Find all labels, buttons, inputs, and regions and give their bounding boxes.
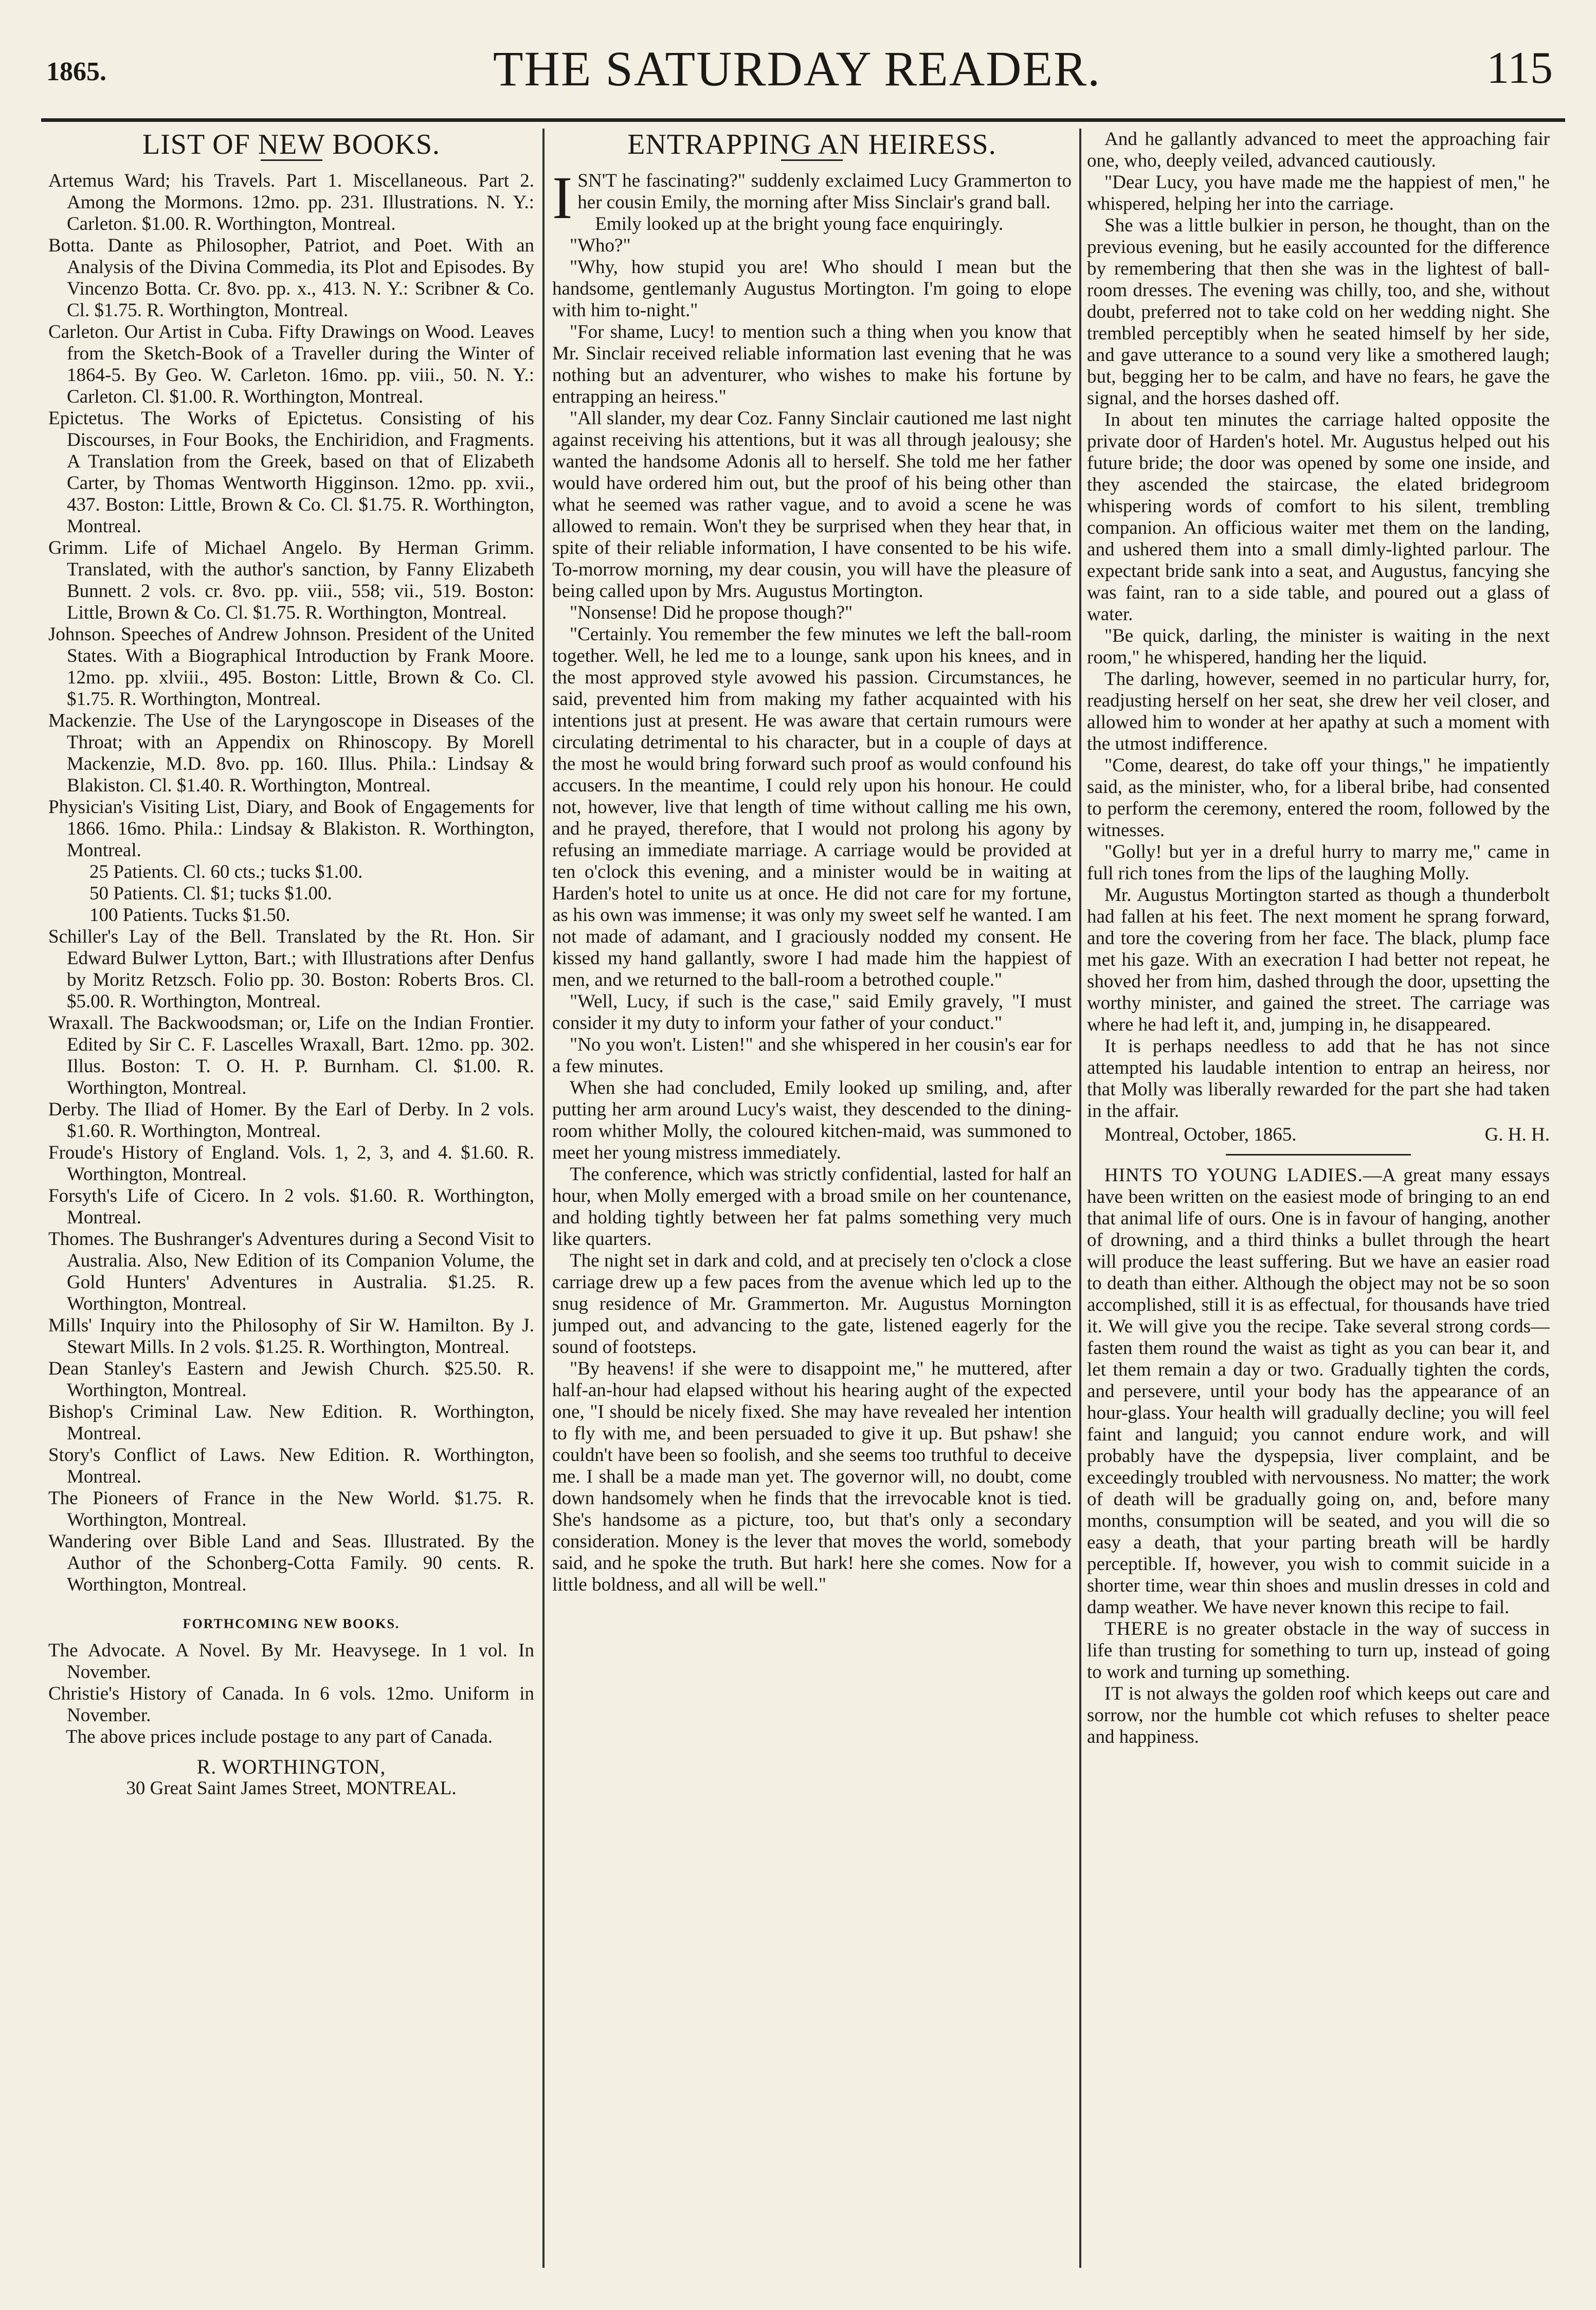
book-entry: Derby. The Iliad of Homer. By the Earl of Derby. In 2 vols. $1.60. R. Worthington, Montreal. — [48, 1099, 534, 1142]
story-paragraph: It is perhaps needless to add that he has not since attempted his laudable intention to entrap an heiress, nor that Molly was liberally rewarded for the part she had taken in the affair. — [1087, 1036, 1550, 1122]
story-paragraph: She was a little bulkier in person, he thought, than on the previous evening, but he easily accounted for the difference by remembering that then she was in the lightest of ball-room dresses. The evening was chilly, too, and she, without doubt, preferred not to take cold on her wedding night. She trembled perceptibly when he seated himself by her side, and gave utterance to a sound very like a smothered laugh; but, begging her to be calm, and have no fears, he gave the signal, and the horses dashed off. — [1087, 215, 1550, 409]
story-paragraph: In about ten minutes the carriage halted opposite the private door of Harden's hotel. Mr. Augustus helped out his future bride; the door was opened by some one inside, and they ascended the staircase, the elated bridegroom whispering words of comfort to his silent, trembling companion. An officious waiter met them on the landing, and ushered them into a small dimly-lighted parlour. The expectant bride sank into a seat, and Augustus, fancying she was faint, ran to a side table, and poured out a glass of water. — [1087, 409, 1550, 625]
it-paragraph — [1087, 1683, 1550, 1748]
book-entry: Botta. Dante as Philosopher, Patriot, and Poet. With an Analysis of the Divina Commedia, its Plot and Episodes. By Vincenzo Botta. Cr. 8vo. pp. x., 413. N. Y.: Scribner & Co. Cl. $1.75. R. Worthington, Montreal. — [48, 235, 534, 321]
drop-cap: I — [552, 164, 573, 231]
story-paragraph: "Dear Lucy, you have made me the happiest of men," he whispered, helping her into the carriage. — [1087, 172, 1550, 214]
book-entry: Wraxall. The Backwoodsman; or, Life on the Indian Frontier. Edited by Sir C. F. Lascelles Wraxall, Bart. 12mo. pp. 302. Illus. Boston: T. O. H. P. Burnham. Cl. $1.00. R. Worthington, Montreal. — [48, 1013, 534, 1098]
book-entry: Wandering over Bible Land and Seas. Illustrated. By the Author of the Schonberg-Cotta Family. 90 cents. R. Worthington, Montreal. — [48, 1531, 534, 1595]
book-entry: Physician's Visiting List, Diary, and Book of Engagements for 1866. 16mo. Phila.: Lindsay & Blakiston. R. Worthington, Montreal. — [48, 797, 534, 861]
book-entry: Bishop's Criminal Law. New Edition. R. Worthington, Montreal. — [48, 1401, 534, 1444]
it-lead: IT — [1104, 1683, 1123, 1704]
signoff-initials: G. H. H. — [1484, 1124, 1550, 1145]
book-entry: Johnson. Speeches of Andrew Johnson. President of the United States. With a Biographical Introduction by Frank Moore. 12mo. pp. xlviii., 495. Boston: Little, Brown & Co. Cl. $1.75. R. Worthington, Montreal. — [48, 624, 534, 710]
story-paragraph: "Who?" — [570, 235, 631, 256]
story-paragraph: The night set in dark and cold, and at precisely ten o'clock a close carriage drew up a few paces from the avenue which led up to the snug residence of Mr. Grammerton. Mr. Augustus Mornington jumped out, and advancing to the gate, listened eagerly for the sound of footsteps. — [552, 1250, 1072, 1358]
story-paragraph: The conference, which was strictly confidential, lasted for half an hour, when Molly emerged with a broad smile on her countenance, and holding tightly between her fat palms something very much like quarters. — [552, 1164, 1072, 1250]
column-divider — [1079, 129, 1081, 2268]
opening-text: SN'T he fascinating?" suddenly exclaimed Lucy Grammerton to her cousin Emily, the morning after Miss Sinclair's grand ball. — [577, 170, 1072, 213]
hints-text: —A great many essays have been written on the easiest mode of bringing to an end that animal life of ours. One is in favour of hanging, another of drowning, and a third thinks a bullet through the heart will produce the least suffering. But we have an easier road to death than either. Although the object may not be so soon accomplished, still it is as effectual, for thousands have tried it. We will give you the recipe. Take several strong cords—fasten them round the waist as tight as you can bear it, and let them remain a day or two. Gradually tighten the cords, and persevere, until your body has the appearance of an hour-glass. Your health will gradually decline; you will feel faint and languid; you cannot endure work, and will probably have the dyspepsia, liver complaint, and be exceedingly troubled with nervousness. No matter; the work of death will be gradually going on, and, before many months, consumption will be seated, and you will die so easy a death, that your parting breath will be hardly perceptible. If, however, you wish to commit suicide in a shorter time, wear thin shoes and muslin dresses in cold and damp weather. We have never known this recipe to fail. — [1087, 1165, 1550, 1618]
book-entry: Grimm. Life of Michael Angelo. By Herman Grimm. Translated, with the author's sanction, by Fanny Elizabeth Bunnett. 2 vols. cr. 8vo. pp. viii., 558; vii., 519. Boston: Little, Brown & Co. Cl. $1.75. R. Worthington, Montreal. — [48, 537, 534, 623]
book-entry: Schiller's Lay of the Bell. Translated by the Rt. Hon. Sir Edward Bulwer Lytton, Bart.; with Illustrations after Denfus by Moritz Retzsch. Folio pp. 30. Boston: Roberts Bros. Cl. $5.00. R. Worthington, Montreal. — [48, 926, 534, 1012]
header-year: 1865. — [46, 57, 106, 86]
column-story — [552, 129, 1072, 2268]
story-paragraph: "Certainly. You remember the few minutes we left the ball-room together. Well, he led me to a lounge, sank upon his knees, and in the most approved style avowed his passion. Circumstances, he said, prevented him from making my father acquainted with his intentions just at present. He was aware that certain rumours were circulating detrimental to his character, but in a couple of days at the most he would bring forward such proof as would confound his accusers. In the meantime, I could rely upon his honour. He could not, however, live that length of time without calling me his own, and he prayed, therefore, that I would not prolong his agony by refusing an immediate marriage. A carriage would be provided at ten o'clock this evening, and a minister would be in waiting at Harden's hotel to unite us at once. He did not care for my fortune, as his own was immense; it was only my sweet self he wanted. I am not made of adamant, and I graciously nodded my consent. He kissed my hand gallantly, swore I had made him the happiest of men, and we returned to the ball-room a betrothed couple." — [552, 624, 1072, 990]
signoff-place: Montreal, October, 1865. — [1104, 1124, 1297, 1145]
story-signoff — [1087, 1124, 1550, 1146]
price-line: 50 Patients. Cl. $1; tucks $1.00. — [89, 883, 332, 904]
price-line: 100 Patients. Tucks $1.50. — [89, 905, 291, 926]
story-paragraph: "All slander, my dear Coz. Fanny Sinclair cautioned me last night against receiving his attentions, but it was all through jealousy; she wanted the handsome Adonis all to herself. She told me her father would have ordered him out, but the proof of his being other than what he seemed was rather vague, and to avoid a scene he was allowed to remain. Won't they be surprised when they hear that, in spite of their reliable information, I have consented to be his wife. To-morrow morning, my dear cousin, you will have the pleasure of being called upon by Mrs. Augustus Mortington. — [552, 408, 1072, 602]
book-entry: Artemus Ward; his Travels. Part 1. Miscellaneous. Part 2. Among the Mormons. 12mo. pp. 231. Illustrations. N. Y.: Carleton. $1.00. R. Worthington, Montreal. — [48, 170, 534, 234]
story-paragraph: "Why, how stupid you are! Who should I mean but the handsome, gentlemanly Augustus Mortington. I'm going to elope with him to-night." — [552, 257, 1072, 321]
forthcoming-entry: The Advocate. A Novel. By Mr. Heavysege. In 1 vol. In November. — [48, 1640, 534, 1683]
story-title: ENTRAPPING AN HEIRESS. — [627, 129, 996, 160]
story-paragraph: And he gallantly advanced to meet the approaching fair one, who, deeply veiled, advanced cautiously. — [1087, 129, 1550, 171]
masthead-title: THE SATURDAY READER. — [493, 41, 1101, 96]
book-entry: Carleton. Our Artist in Cuba. Fifty Drawings on Wood. Leaves from the Sketch-Book of a Traveller during the Winter of 1864-5. By Geo. W. Carleton. 16mo. pp. viii., 50. N. Y.: Carleton. Cl. $1.00. R. Worthington, Montreal. — [48, 321, 534, 407]
book-entry: The Pioneers of France in the New World. $1.75. R. Worthington, Montreal. — [48, 1488, 534, 1530]
book-entry: Mills' Inquiry into the Philosophy of Sir W. Hamilton. By J. Stewart Mills. In 2 vols. $1.25. R. Worthington, Montreal. — [48, 1315, 534, 1358]
page-header — [41, 0, 1553, 103]
book-entry: Mackenzie. The Use of the Laryngoscope in Diseases of the Throat; with an Appendix on Rhinoscopy. By Morell Mackenzie, M.D. 8vo. pp. 160. Illus. Phila.: Lindsay & Blakiston. Cl. $1.40. R. Worthington, Montreal. — [48, 710, 534, 796]
book-entry: Story's Conflict of Laws. New Edition. R. Worthington, Montreal. — [48, 1445, 534, 1487]
story-paragraph: The darling, however, seemed in no particular hurry, for, readjusting herself on her seat, she drew her veil closer, and allowed him to wonder at her apathy at such a moment with the utmost indifference. — [1087, 669, 1550, 754]
it-text: is not always the golden roof which keeps out care and sorrow, nor the humble cot which refuses to shelter peace and happiness. — [1087, 1683, 1550, 1747]
hints-paragraph — [1087, 1165, 1550, 1618]
section-title: LIST OF NEW BOOKS. — [142, 129, 441, 160]
story-paragraph: Mr. Augustus Mortington started as though a thunderbolt had fallen at his feet. The next moment he sprang forward, and tore the covering from her face. The black, plump face met his gaze. With an execration I had better not repeat, he shoved her from him, dashed through the door, upsetting the worthy minister, and gained the street. The carriage was where he had left it, and, jumping in, he disappeared. — [1087, 885, 1550, 1035]
price-line: 25 Patients. Cl. 60 cts.; tucks $1.00. — [89, 861, 363, 882]
story-paragraph: "By heavens! if she were to disappoint me," he muttered, after half-an-hour had elapsed without his hearing aught of the expected one, "I should be nicely fixed. She may have revealed her intention to fly with me, and been persuaded to give it up. But pshaw! she couldn't have been so foolish, and she seems too truthful to deceive me. I shall be a made man yet. The governor will, no doubt, come down handsomely when he finds that the irrevocable knot is tied. She's handsome as a picture, too, but that's only a secondary consideration. Money is the lever that moves the world, somebody said, and he spoke the truth. But hark! here she comes. Now for a little boldness, and all will be well." — [552, 1358, 1072, 1595]
column-story-continued — [1087, 129, 1550, 2268]
page-number: 115 — [1486, 43, 1553, 93]
columns — [48, 129, 1550, 2268]
publisher-address: 30 Great Saint James Street, MONTREAL. — [126, 1778, 457, 1799]
story-paragraph: "No you won't. Listen!" and she whispered in her cousin's ear for a few minutes. — [552, 1034, 1072, 1077]
column-divider — [542, 129, 545, 2268]
book-entry: Thomes. The Bushranger's Adventures during a Second Visit to Australia. Also, New Edition of its Companion Volume, the Gold Hunters' Adventures in Australia. $1.25. R. Worthington, Montreal. — [48, 1229, 534, 1314]
story-paragraph: Emily looked up at the bright young face enquiringly. — [595, 213, 1004, 234]
publisher-name: R. WORTHINGTON, — [196, 1755, 386, 1778]
story-paragraph: "Well, Lucy, if such is the case," said Emily gravely, "I must consider it my duty to inform your father of your conduct." — [552, 991, 1072, 1034]
postage-note: The above prices include postage to any part of Canada. — [66, 1726, 493, 1747]
story-paragraph: When she had concluded, Emily looked up smiling, and, after putting her arm around Lucy's waist, they descended to the dining-room whither Molly, the coloured kitchen-maid, was summoned to meet her young mistress immediately. — [552, 1077, 1072, 1163]
forthcoming-heading: FORTHCOMING NEW BOOKS. — [183, 1616, 400, 1631]
hints-lead: HINTS TO YOUNG LADIES. — [1104, 1165, 1363, 1186]
section-rule — [1226, 1154, 1411, 1156]
header-rule — [41, 118, 1565, 122]
book-entry: Froude's History of England. Vols. 1, 2, 3, and 4. $1.60. R. Worthington, Montreal. — [48, 1142, 534, 1185]
forthcoming-entry: Christie's History of Canada. In 6 vols. 12mo. Uniform in November. — [48, 1683, 534, 1726]
story-paragraph: "Come, dearest, do take off your things," he impatiently said, as the minister, who, for a liberal bribe, had consented to perform the ceremony, entered the room, followed by the witnesses. — [1087, 755, 1550, 841]
story-paragraph: "Golly! but yer in a dreful hurry to marry me," came in full rich tones from the lips of the laughing Molly. — [1087, 841, 1550, 884]
column-new-books — [48, 129, 534, 2268]
book-entry: Dean Stanley's Eastern and Jewish Church. $25.50. R. Worthington, Montreal. — [48, 1358, 534, 1401]
book-list — [48, 170, 534, 1596]
there-paragraph — [1087, 1618, 1550, 1683]
story-paragraph: "Nonsense! Did he propose though?" — [570, 602, 853, 623]
there-text: is no greater obstacle in the way of success in life than trusting for something to turn up, instead of going to work and turning up something. — [1087, 1618, 1550, 1683]
there-lead: THERE — [1104, 1618, 1169, 1639]
story-paragraph: "For shame, Lucy! to mention such a thing when you know that Mr. Sinclair received reliable information last evening that he was nothing but an adventurer, who wishes to make his fortune by entrapping an heiress." — [552, 321, 1072, 407]
story-paragraph: "Be quick, darling, the minister is waiting in the next room," he whispered, handing her the liquid. — [1087, 625, 1550, 668]
book-entry: Epictetus. The Works of Epictetus. Consisting of his Discourses, in Four Books, the Enchiridion, and Fragments. A Translation from the Greek, based on that of Elizabeth Carter, by Thomas Wentworth Higginson. 12mo. pp. xvii., 437. Boston: Little, Brown & Co. Cl. $1.75. R. Worthington, Montreal. — [48, 408, 534, 537]
book-entry: Forsyth's Life of Cicero. In 2 vols. $1.60. R. Worthington, Montreal. — [48, 1185, 534, 1228]
